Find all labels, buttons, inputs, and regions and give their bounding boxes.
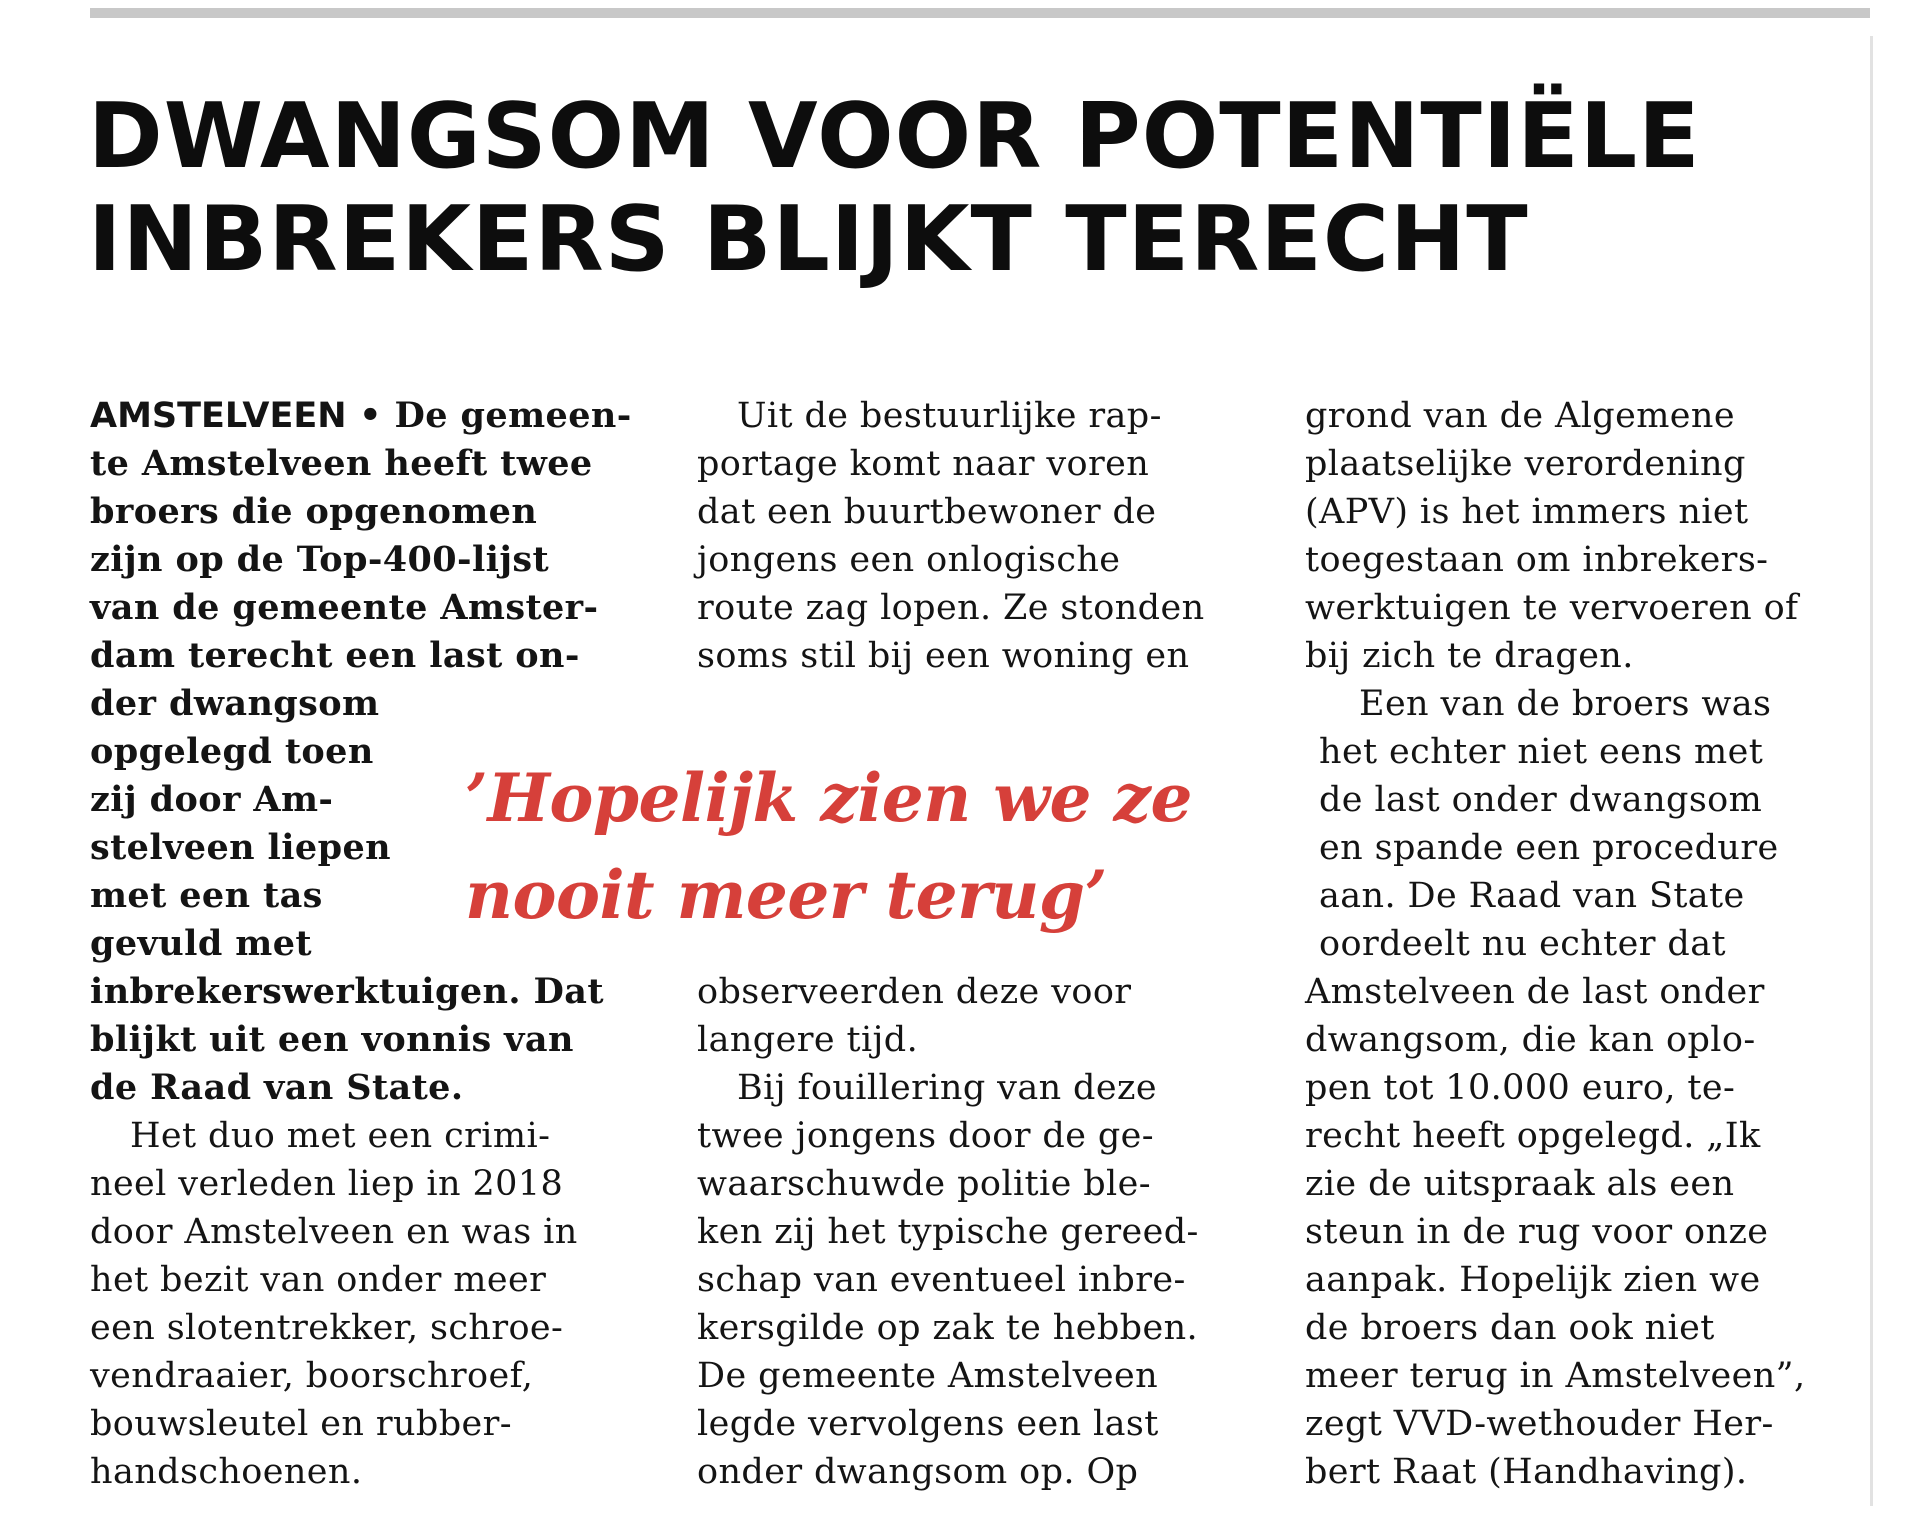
text-line: Een van de broers was: [1359, 684, 1772, 724]
text-line: soms stil bij een woning en: [697, 636, 1190, 676]
dateline-separator: •: [346, 395, 395, 436]
intro-line: met een tas: [90, 875, 323, 916]
text-line: plaatselijke verordening: [1305, 444, 1746, 484]
text-line: bij zich te dragen.: [1305, 636, 1634, 676]
text-line: dwangsom, die kan oplo-: [1305, 1020, 1756, 1060]
text-line: het bezit van onder meer: [90, 1260, 547, 1300]
text-line: bouwsleutel en rubber-: [90, 1404, 513, 1444]
text-line: door Amstelveen en was in: [90, 1212, 578, 1252]
text-line: langere tijd.: [697, 1020, 919, 1060]
text-line: dat een buurtbewoner de: [697, 492, 1157, 532]
text-line: toegestaan om inbrekers-: [1305, 540, 1769, 580]
text-line: meer terug in Amstelveen”,: [1305, 1356, 1806, 1396]
text-line: route zag lopen. Ze stonden: [697, 588, 1205, 628]
intro-line: van de gemeente Amster-: [90, 587, 599, 628]
text-line: observeerden deze voor: [697, 972, 1132, 1012]
text-line: aanpak. Hopelijk zien we: [1305, 1260, 1761, 1300]
intro-line: broers die opgenomen: [90, 491, 538, 532]
text-line: grond van de Algemene: [1305, 396, 1735, 436]
text-line: jongens een onlogische: [697, 540, 1121, 580]
text-line: waarschuwde politie ble-: [697, 1164, 1151, 1204]
text-line: vendraaier, boorschroef,: [90, 1356, 534, 1396]
text-line: onder dwangsom op. Op: [697, 1452, 1139, 1492]
intro-line: zij door Am-: [90, 779, 334, 820]
text-line: en spande een procedure: [1319, 828, 1779, 868]
text-line: werktuigen te vervoeren of: [1305, 588, 1799, 628]
text-line: kersgilde op zak te hebben.: [697, 1308, 1199, 1348]
intro-line: der dwangsom: [90, 683, 380, 724]
top-rule: [90, 8, 1870, 18]
text-line: portage komt naar voren: [697, 444, 1150, 484]
text-line: Het duo met een crimi-: [130, 1116, 551, 1156]
text-line: oordeelt nu echter dat: [1319, 924, 1726, 964]
intro-line: opgelegd toen: [90, 731, 374, 772]
text-line: Bij fouillering van deze: [737, 1068, 1157, 1108]
dateline: AMSTELVEEN: [90, 396, 347, 436]
text-line: Uit de bestuurlijke rap-: [737, 396, 1162, 436]
intro-line: blijkt uit een vonnis van: [90, 1019, 574, 1060]
text-line: zegt VVD-wethouder Her-: [1305, 1404, 1774, 1444]
intro-line: stelveen liepen: [90, 827, 391, 868]
intro-line: De gemeen-: [394, 395, 632, 436]
text-line: de broers dan ook niet: [1305, 1308, 1715, 1348]
text-line: pen tot 10.000 euro, te-: [1305, 1068, 1736, 1108]
text-line: (APV) is het immers niet: [1305, 492, 1749, 532]
text-line: aan. De Raad van State: [1319, 876, 1745, 916]
text-line: het echter niet eens met: [1319, 732, 1764, 772]
text-line: twee jongens door de ge-: [697, 1116, 1154, 1156]
text-line: bert Raat (Handhaving).: [1305, 1452, 1748, 1492]
text-line: handschoenen.: [90, 1452, 363, 1492]
text-line: steun in de rug voor onze: [1305, 1212, 1769, 1252]
text-line: de last onder dwangsom: [1319, 780, 1763, 820]
text-line: De gemeente Amstelveen: [697, 1356, 1159, 1396]
text-line: legde vervolgens een last: [697, 1404, 1159, 1444]
text-line: zie de uitspraak als een: [1305, 1164, 1735, 1204]
pull-quote: ’Hopelijk zien we ze nooit meer terug’: [465, 759, 1192, 934]
intro-line: inbrekerswerktuigen. Dat: [90, 971, 604, 1012]
text-line: ken zij het typische gereed-: [697, 1212, 1199, 1252]
text-line: neel verleden liep in 2018: [90, 1164, 564, 1204]
column-rule: [1870, 36, 1873, 1506]
text-line: recht heeft opgelegd. „Ik: [1305, 1116, 1761, 1156]
intro-line: gevuld met: [90, 923, 312, 964]
intro-line: dam terecht een last on-: [90, 635, 580, 676]
intro-first-line: [90, 392, 632, 440]
text-line: Amstelveen de last onder: [1305, 972, 1765, 1012]
intro-line: zijn op de Top-400-lijst: [90, 539, 550, 580]
intro-line: de Raad van State.: [90, 1067, 464, 1108]
intro-line: te Amstelveen heeft twee: [90, 443, 593, 484]
headline: DWANGSOM VOOR POTENTIËLE INBREKERS BLIJKT TERECHT: [88, 84, 1701, 292]
text-line: schap van eventueel inbre-: [697, 1260, 1186, 1300]
text-line: een slotentrekker, schroe-: [90, 1308, 564, 1348]
